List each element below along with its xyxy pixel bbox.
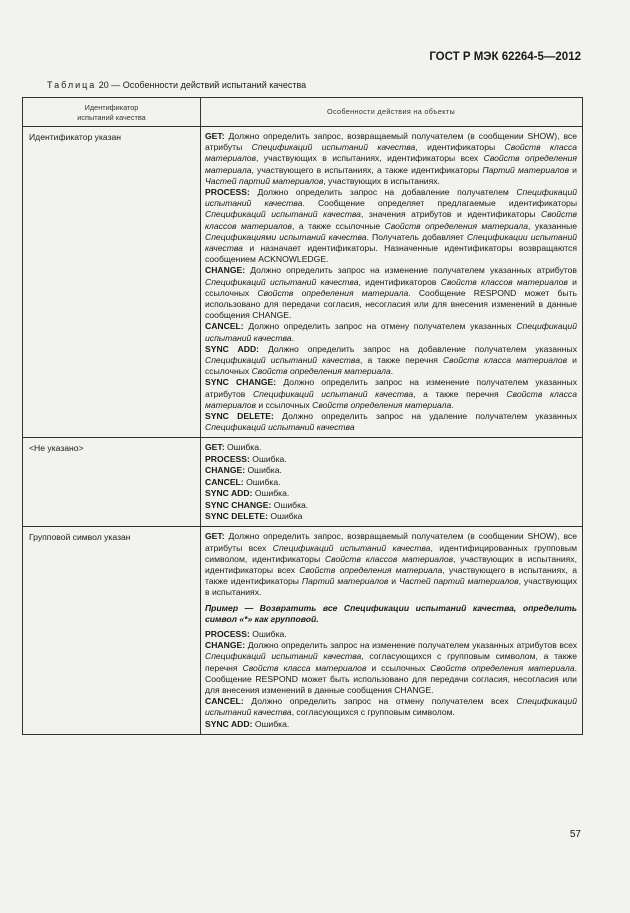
action-text: и назначает идентификаторы. Назначенные идентификаторы возвращаются сообщением ACKNOWLEDGE.: [205, 243, 577, 265]
action-text: . Сообщение RESPOND может быть использовано для передачи согласия, несогласия или для внесения изменений в данные сообщения CHANGE.: [205, 662, 577, 695]
object-name: Спецификаций испытаний качества: [205, 209, 361, 220]
col1-header-line1: Идентификатор: [84, 103, 139, 112]
object-name: Свойств определения материала: [299, 564, 443, 575]
action-item: [205, 511, 577, 522]
action-keyword: PROCESS:: [205, 628, 250, 639]
col1-header: [23, 98, 201, 127]
action-item: [205, 131, 577, 187]
object-name: Свойств класса материалов: [205, 142, 578, 164]
action-text: Должно определить запрос на изменение получателем указанных атрибутов: [205, 377, 577, 399]
action-item: [205, 377, 577, 411]
action-keyword: SYNC CHANGE:: [205, 377, 277, 388]
action-item: [205, 465, 577, 476]
caption-title: 20 — Особенности действий испытаний качества: [96, 80, 307, 90]
action-item: [205, 696, 577, 718]
action-text: , а также перечня: [360, 355, 443, 366]
action-item: [205, 187, 577, 265]
caption-label: Таблица: [47, 80, 97, 90]
action-text: , согласующихся с групповым символом, а также перечня: [205, 651, 577, 673]
object-name: Спецификации испытаний качества: [205, 231, 577, 254]
action-text: Ошибка.: [252, 628, 287, 639]
action-keyword: SYNC ADD:: [205, 488, 253, 499]
object-name: Партий материалов: [301, 576, 389, 587]
action-text: Должно определить запрос на изменение получателем указанных атрибутов: [250, 265, 577, 276]
action-text: , согласующихся с групповым символом.: [291, 707, 455, 718]
col2-header: Особенности действия на объекты: [201, 98, 583, 127]
action-item: [205, 344, 577, 378]
actions-cell: [201, 127, 583, 438]
action-keyword: CHANGE:: [205, 640, 246, 651]
action-text: .: [291, 332, 294, 343]
actions-cell: [201, 438, 583, 527]
action-text: Должно определить запрос на добавление получателем указанных: [268, 343, 577, 354]
action-item: [205, 411, 577, 433]
action-item: [205, 531, 577, 598]
action-text: , участвующих в испытаниях, идентификаторы всех: [255, 153, 484, 164]
action-text: Ошибка.: [273, 499, 309, 510]
action-text: и: [388, 576, 400, 587]
object-name: Свойств определения материала: [205, 153, 577, 175]
action-item: [205, 442, 577, 453]
action-text: , указанные: [528, 220, 577, 231]
action-text: .: [451, 399, 454, 410]
action-keyword: PROCESS:: [205, 453, 250, 464]
action-text: .: [390, 366, 394, 377]
action-keyword: CHANGE:: [205, 465, 246, 476]
action-text: Должно определить запрос на изменение получателем указанных атрибутов всех: [247, 640, 578, 651]
action-text: , идентифицированных групповым символом, идентификаторы: [205, 542, 577, 564]
object-name: Спецификаций испытаний качества: [251, 142, 416, 153]
action-text: , а также перечня: [413, 388, 507, 399]
action-keyword: SYNC DELETE:: [205, 510, 269, 521]
action-keyword: PROCESS:: [205, 187, 250, 198]
table-row: [23, 127, 583, 438]
object-name: Спецификаций испытаний качества: [205, 187, 578, 209]
object-name: Свойств классов материалов: [440, 276, 568, 287]
action-keyword: SYNC CHANGE:: [205, 499, 272, 510]
object-name: Свойств класса материалов: [205, 388, 578, 410]
action-text: и ссылочных: [205, 355, 577, 377]
action-keyword: CANCEL:: [205, 321, 244, 332]
object-name: Свойств определения материала: [384, 220, 529, 231]
action-keyword: SYNC DELETE:: [205, 411, 274, 422]
object-name: Частей партий материалов: [205, 175, 324, 186]
table-row: [23, 438, 583, 527]
action-text: , идентификаторы: [415, 142, 505, 153]
action-keyword: CANCEL:: [205, 696, 244, 707]
action-item: [205, 719, 577, 730]
action-text: Ошибка.: [254, 718, 290, 729]
identifier-cell: Групповой символ указан: [23, 527, 201, 734]
object-name: Спецификаций испытаний качества: [205, 422, 355, 433]
action-keyword: GET:: [205, 531, 225, 542]
action-text: Ошибка.: [226, 442, 262, 453]
action-text: Должно определить запрос на отмену получателем всех: [251, 696, 517, 707]
action-keyword: SYNC ADD:: [205, 718, 253, 729]
action-text: , участвующего в испытаниях, а также идентификаторы: [205, 564, 577, 587]
object-name: Свойств определения материала: [257, 287, 409, 298]
object-name: Свойств определения материала: [251, 366, 391, 377]
identifier-cell: <Не указано>: [23, 438, 201, 527]
actions-cell: [201, 527, 583, 734]
object-name: Свойств класса материалов: [442, 355, 568, 366]
document-header: ГОСТ Р МЭК 62264-5—2012: [429, 51, 581, 63]
action-keyword: SYNC ADD:: [205, 343, 260, 354]
object-name: Частей партий материалов: [399, 576, 519, 587]
action-item: [205, 265, 577, 321]
action-keyword: CANCEL:: [205, 476, 244, 487]
object-name: Спецификаций испытаний качества: [272, 542, 431, 553]
action-item: [205, 321, 577, 343]
action-keyword: GET:: [205, 442, 225, 453]
example-note: Пример — Возвратить все Спецификации испытаний качества, определить символ «*» как групповой.: [205, 602, 577, 624]
action-text: . Сообщение RESPOND может быть использовано для передачи согласия, несогласия или для внесения изменений в данные сообщения CHANGE.: [205, 287, 577, 321]
action-text: , участвующих в испытаниях.: [205, 576, 577, 598]
action-text: , участвующего в испытаниях, а также идентификаторы: [251, 164, 483, 175]
action-text: и ссылочных: [255, 399, 313, 410]
action-item: [205, 454, 577, 465]
action-text: Ошибка.: [252, 453, 287, 464]
object-name: Спецификациями испытаний качества: [205, 231, 367, 242]
object-name: Свойств определения материала: [430, 662, 575, 673]
action-text: . Получатель добавляет: [366, 231, 467, 242]
action-text: , значения атрибутов и идентификаторы: [360, 209, 541, 220]
action-text: , идентификаторов: [358, 276, 441, 287]
action-text: , а также ссылочные: [291, 220, 385, 231]
action-text: и ссылочных: [366, 662, 431, 673]
action-item: [205, 477, 577, 488]
action-keyword: CHANGE:: [205, 265, 246, 276]
object-name: Свойств определения материала: [312, 399, 452, 410]
action-text: и: [568, 164, 577, 175]
object-name: Партий материалов: [482, 164, 569, 175]
action-keyword: GET:: [205, 131, 225, 141]
action-text: , участвующих в испытаниях, идентификаторы всех: [205, 553, 577, 575]
table-header-row: [23, 98, 583, 127]
object-name: Свойств классов материалов: [205, 209, 577, 231]
col1-header-line2: испытаний качества: [77, 112, 146, 122]
action-text: Ошибка: [270, 510, 303, 521]
object-name: Свойств классов материалов: [324, 553, 454, 564]
identifier-cell: Идентификатор указан: [23, 127, 201, 438]
table-caption: [47, 80, 306, 90]
action-text: Ошибка.: [246, 476, 281, 487]
object-name: Спецификаций испытаний качества: [205, 321, 577, 343]
action-text: Должно определить запрос, возвращаемый получателем (в сообщении SHOW), все атрибуты всех: [205, 531, 577, 553]
object-name: Спецификаций испытаний качества: [205, 355, 360, 366]
action-text: Должно определить запрос, возвращаемый получателем (в сообщении SHOW), все атрибуты: [205, 131, 577, 153]
action-text: Должно определить запрос на добавление получателем: [257, 187, 517, 198]
action-text: Должно определить запрос на отмену получателем указанных: [248, 321, 517, 332]
action-item: [205, 640, 577, 696]
action-item: [205, 500, 577, 511]
action-text: . Сообщение определяет предлагаемые идентификаторы: [302, 198, 577, 209]
page-number: 57: [569, 829, 581, 840]
action-text: , участвующих в испытаниях.: [323, 175, 440, 186]
object-name: Спецификаций испытаний качества: [205, 696, 577, 718]
action-text: Ошибка.: [247, 465, 282, 476]
quality-test-actions-table: [22, 97, 583, 735]
object-name: Свойств класса материалов: [242, 662, 367, 673]
action-text: Ошибка.: [254, 488, 290, 499]
table-row: [23, 527, 583, 734]
object-name: Спецификаций испытаний качества: [205, 276, 359, 287]
action-item: [205, 629, 577, 640]
action-item: [205, 488, 577, 499]
object-name: Спецификаций испытаний качества: [252, 388, 414, 399]
object-name: Спецификаций испытаний качества: [205, 651, 362, 662]
action-text: Должно определить запрос на удаление получателем указанных: [282, 411, 577, 422]
action-text: и ссылочных: [205, 276, 577, 298]
